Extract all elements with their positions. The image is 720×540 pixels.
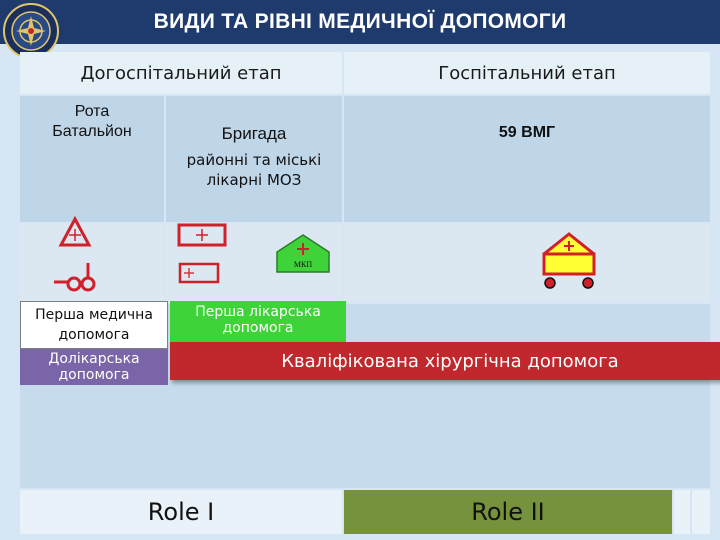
role-2-cell: Role II <box>344 490 672 534</box>
first-doctor-aid-box: Перша лікарська допомога <box>170 301 346 343</box>
ambulance-icon <box>177 222 227 248</box>
vmg-cell <box>344 96 710 222</box>
role-extra-cell-2 <box>692 490 710 534</box>
qualified-surgical-aid-bar: Кваліфікована хірургічна допомога <box>170 342 720 380</box>
medical-post-icon <box>178 262 220 284</box>
prehospital-aid-box: Долікарська допомога <box>20 349 168 385</box>
brigade-label: Бригада <box>221 124 287 143</box>
prehospital-stage-header: Догоспітальний етап <box>20 52 342 94</box>
vmg-symbols-cell <box>344 224 710 302</box>
hospital-tent-icon <box>274 232 332 274</box>
care-levels-table <box>20 52 710 534</box>
company-label: Рота <box>74 103 110 120</box>
stretcher-icon <box>52 260 100 294</box>
slide-title: ВИДИ ТА РІВНІ МЕДИЧНОЇ ДОПОМОГИ <box>0 0 720 44</box>
role-1-cell: Role I <box>20 490 342 534</box>
district-hospitals-label: районні та міські лікарні МОЗ <box>186 151 322 189</box>
hospital-stage-header: Госпітальний етап <box>344 52 710 94</box>
role-extra-cell-1 <box>674 490 690 534</box>
mkp-label: МКП <box>293 260 313 269</box>
first-aid-triangle-icon <box>58 216 92 248</box>
mobile-hospital-icon <box>540 230 598 292</box>
vmg-label: 59 ВМГ <box>498 124 556 141</box>
battalion-label: Батальйон <box>52 123 132 140</box>
first-medical-aid-box: Перша медична допомога <box>20 301 168 349</box>
